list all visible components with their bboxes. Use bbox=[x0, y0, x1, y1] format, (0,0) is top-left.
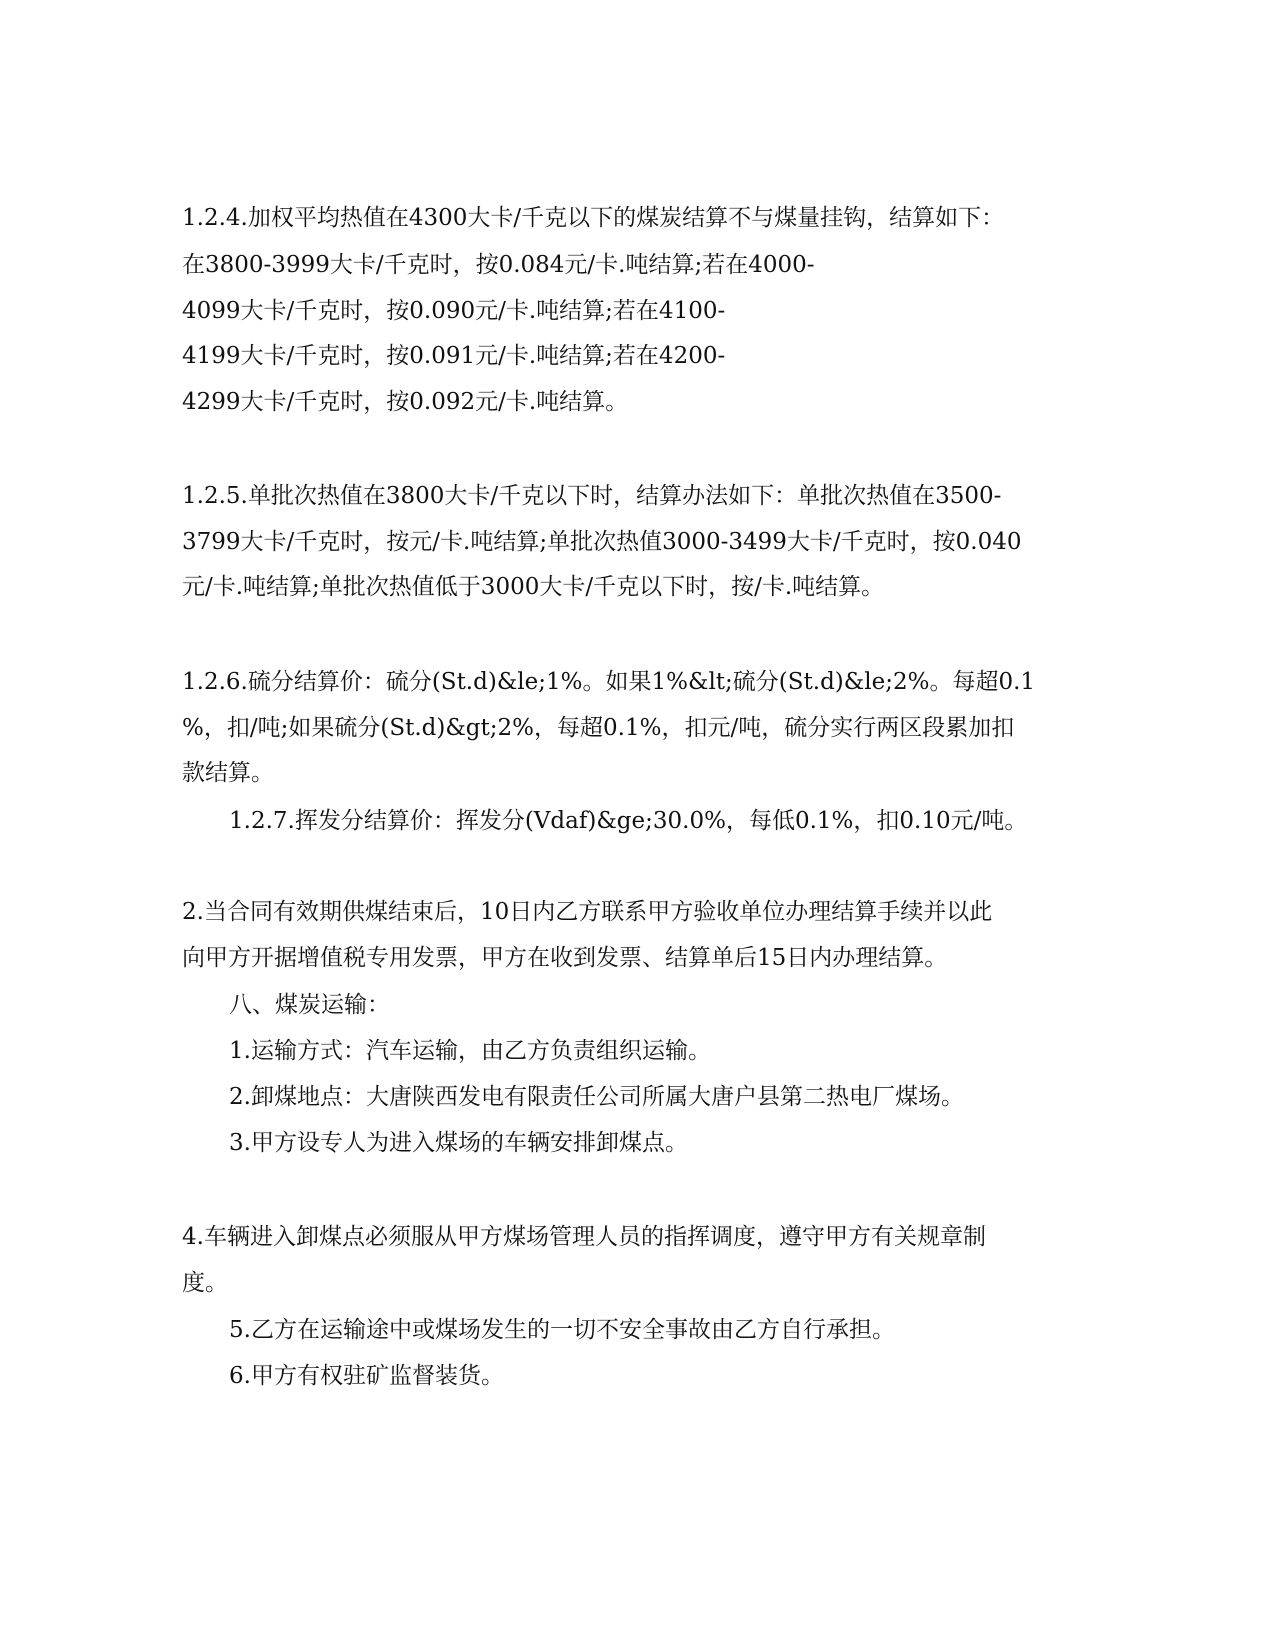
transport-item-3: 3.甲方设专人为进入煤场的车辆安排卸煤点。 bbox=[229, 1130, 688, 1156]
transport-item-1: 1.运输方式：汽车运输，由乙方负责组织运输。 bbox=[229, 1038, 711, 1064]
clause-1-2-4-line-3: 4099大卡/千克时，按0.090元/卡.吨结算;若在4100- bbox=[182, 298, 726, 324]
clause-1-2-7: 1.2.7.挥发分结算价：挥发分(Vdaf)&ge;30.0%，每低0.1%，扣0.10元/吨。 bbox=[229, 808, 1028, 834]
clause-1-2-4-line-1: 1.2.4.加权平均热值在4300大卡/千克以下的煤炭结算不与煤量挂钩，结算如下： bbox=[182, 205, 1005, 231]
transport-item-4-line-1: 4.车辆进入卸煤点必须服从甲方煤场管理人员的指挥调度，遵守甲方有关规章制 bbox=[182, 1224, 986, 1250]
transport-item-2: 2.卸煤地点：大唐陕西发电有限责任公司所属大唐户县第二热电厂煤场。 bbox=[229, 1084, 964, 1110]
section-8-heading: 八、煤炭运输： bbox=[229, 992, 390, 1018]
clause-1-2-6-line-2: %，扣/吨;如果硫分(St.d)&gt;2%，每超0.1%，扣元/吨，硫分实行两区段累加扣 bbox=[182, 715, 1015, 741]
clause-1-2-6-line-1: 1.2.6.硫分结算价：硫分(St.d)&le;1%。如果1%&lt;硫分(St.d)&le;2%。每超0.1 bbox=[182, 669, 1036, 695]
clause-1-2-5-line-1: 1.2.5.单批次热值在3800大卡/千克以下时，结算办法如下：单批次热值在3500- bbox=[182, 483, 1002, 509]
transport-item-6: 6.甲方有权驻矿监督装货。 bbox=[229, 1363, 504, 1389]
clause-1-2-5-line-2: 3799大卡/千克时，按元/卡.吨结算;单批次热值3000-3499大卡/千克时，按0.040 bbox=[182, 529, 1022, 555]
transport-item-5: 5.乙方在运输途中或煤场发生的一切不安全事故由乙方自行承担。 bbox=[229, 1317, 895, 1343]
clause-1-2-4-line-2: 在3800-3999大卡/千克时，按0.084元/卡.吨结算;若在4000- bbox=[182, 252, 815, 278]
clause-1-2-6-line-3: 款结算。 bbox=[182, 760, 274, 786]
clause-1-2-4-line-4: 4199大卡/千克时，按0.091元/卡.吨结算;若在4200- bbox=[182, 343, 726, 369]
clause-2-line-2: 向甲方开据增值税专用发票，甲方在收到发票、结算单后15日内办理结算。 bbox=[182, 945, 948, 971]
clause-1-2-5-line-3: 元/卡.吨结算;单批次热值低于3000大卡/千克以下时，按/卡.吨结算。 bbox=[182, 574, 885, 600]
transport-item-4-line-2: 度。 bbox=[182, 1270, 228, 1296]
clause-2-line-1: 2.当合同有效期供煤结束后，10日内乙方联系甲方验收单位办理结算手续并以此 bbox=[182, 899, 993, 925]
clause-1-2-4-line-5: 4299大卡/千克时，按0.092元/卡.吨结算。 bbox=[182, 389, 629, 415]
